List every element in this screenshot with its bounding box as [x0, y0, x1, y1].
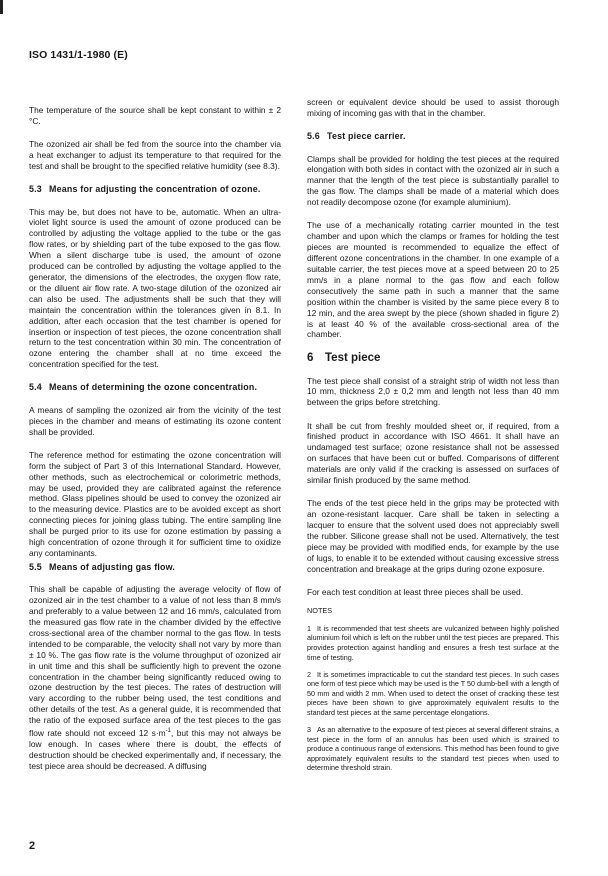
paragraph: screen or equivalent device should be used to assist thorough mixing of incoming gas with that in the chamber.: [307, 97, 559, 118]
paragraph: A means of sampling the ozonized air from the vicinity of the test pieces in the chamber and means of estimating its ozone content shall be provided.: [29, 404, 281, 437]
left-column: [29, 105, 281, 784]
running-head: ISO 1431/1-1980 (E): [29, 49, 128, 61]
section-heading-5-4: 5.4 Means of determining the ozone concentration.: [29, 382, 258, 393]
paragraph: It shall be cut from freshly moulded sheet or, if required, from a finished product in accordance with ISO 4661. It shall have an undamaged test surface; ozone resistance shall not be assessed on surfaces that have been cut or buffed. Comparisons of different materials are only valid if the cracking is assessed on surfaces of similar finish produced by the same method.: [307, 420, 559, 486]
paragraph: The reference method for estimating the ozone concentration will form the subject of Part 3 of this International Standard. However, other methods, such as electrochemical or colorimetric methods, may be used, provided they are calibrated against the reference method. Glass pipelines should be used to convey the ozonized air to the measuring device. Plastics are to be avoided except as short connecting pieces for joining glass tubing. The entire sampling line shall be purged prior to its use for ozone estimation by passing a high concentration of ozone through it for sufficient time to oxidize any contaminants.: [29, 449, 281, 558]
paragraph: This may be, but does not have to be, automatic. When an ultra-violet light source is used the amount of ozone produced can be controlled by adjusting the voltage applied to the tube or the gas flow rates, or by shielding part of the tube exposed to the gas flow. When a silent discharge tube is used, the amount of ozone produced can be controlled by adjusting the voltage applied to the generator, the dimensions of the electrodes, the oxygen flow rate, or the diluent air flow rate. A two-stage dilution of the ozonized air can also be used. The adjustments shall be such that they will maintain the concentration within the tolerances given in 8.1. In addition, after each occasion that the test chamber is opened for insertion or inspection of test pieces, the ozone concentration shall return to the test concentration within 30 min. The concentration of ozone entering the chamber shall at no time exceed the concentration specified for the test.: [29, 206, 281, 370]
paragraph: This shall be capable of adjusting the average velocity of flow of ozonized air in the test chamber to a value of not less than 8 mm/s and preferably to a value between 12 and 16 mm/s, calculated from the measured gas flow rate in the chamber divided by the effective cross-sectional area of the chamber normal to the gas flow. In tests intended to be comparable, the velocity shall not vary by more than ± 10 %. The gas flow rate is the volume throughput of ozonized air in unit time and this shall be sufficiently high to prevent the ozone concentration in the chamber being significantly reduced owing to ozone destruction by the test pieces. The rates of destruction will vary according to the rubber being used, the test conditions and other details of the test. As a general guide, it is recommended that the ratio of the exposed surface area of the test pieces to the gas flow rate should not exceed 12 $s\cdot m^{-1}$, but this may not always be low enough. In cases where there is doubt, the effects of destruction should be checked experimentally and, if necessary, the test piece area should be decreased. A diffusing: [29, 584, 281, 771]
note-2: 2 It is sometimes impracticable to cut the standard test pieces. In such cases one form of test piece which may be used is the T 50 dumb-bell with a length of 50 mm and width 2 mm. When used to detect the onset of cracking these test pieces have been shown to give approximately equivalent results to the standard test pieces at the same percentage elongations.: [307, 669, 559, 717]
paragraph: The temperature of the source shall be kept constant to within ± 2 °C.: [29, 105, 281, 126]
right-column: [307, 97, 559, 781]
paragraph: The ends of the test piece held in the grips may be protected with an ozone-resistant lacquer. Care shall be taken in selecting a lacquer to ensure that the solvent used does not appreciably swell the rubber. Silicone grease shall not be used. Alternatively, the test piece may be provided with modified ends, for example by the use of lugs, to enable it to be extended without causing excessive stress concentration and breakage at the grips during ozone exposure.: [307, 498, 559, 574]
section-heading-6: 6 Test piece: [307, 351, 381, 364]
paragraph: The use of a mechanically rotating carrier mounted in the test chamber and upon which the clamps or frames for holding the test pieces are mounted is recommended to equalize the effect of different ozone concentrations in the chamber. In one example of a suitable carrier, the test pieces move at a speed between 20 to 25 mm/s in a plane normal to the gas flow and each follow consecutively the same path in such a manner that the same position within the chamber is visited by the same piece every 8 to 12 min, and the area swept by the piece (shown shaded in figure 2) is at least 40 % of the available cross-sectional area of the chamber.: [307, 220, 559, 340]
page-number: 2: [29, 840, 36, 852]
note-3: 3 As an alternative to the exposure of test pieces at several different strains, a test piece in the form of an annulus has been used which is strained to produce a continuous range of extensions. This method has been found to give approximately equivalent results to the standard test pieces when used to determine threshold strain.: [307, 725, 559, 773]
section-heading-5-6: 5.6 Test piece carrier.: [307, 131, 406, 142]
scan-edge-mark: [0, 0, 3, 14]
paragraph: The test piece shall consist of a straight strip of width not less than 10 mm, thickness 2,0 ± 0,2 mm and length not less than 40 mm between the grips before stretching.: [307, 375, 559, 408]
note-1: 1 It is recommended that test sheets are vulcanized between highly polished aluminium foil which is left on the rubber until the test pieces are prepared. This provides protection against handling and ensures a fresh test surface at the time of testing.: [307, 623, 559, 662]
paragraph: The ozonized air shall be fed from the source into the chamber via a heat exchanger to adjust its temperature to that required for the test and shall be brought to the specified relative humidity (see 8.3).: [29, 139, 281, 171]
paragraph: For each test condition at least three pieces shall be used.: [307, 586, 524, 597]
section-heading-5-5: 5.5 Means of adjusting gas flow.: [29, 561, 176, 572]
paragraph: Clamps shall be provided for holding the test pieces at the required elongation with both sides in contact with the ozonized air in such a manner that the length of the test piece is substantially parallel to the gas flow. The clamps shall be made of a material which does not readily decompose ozone (for example aluminium).: [307, 153, 559, 208]
section-heading-5-3: 5.3 Means for adjusting the concentration of ozone.: [29, 184, 261, 195]
notes-heading: NOTES: [307, 605, 333, 615]
